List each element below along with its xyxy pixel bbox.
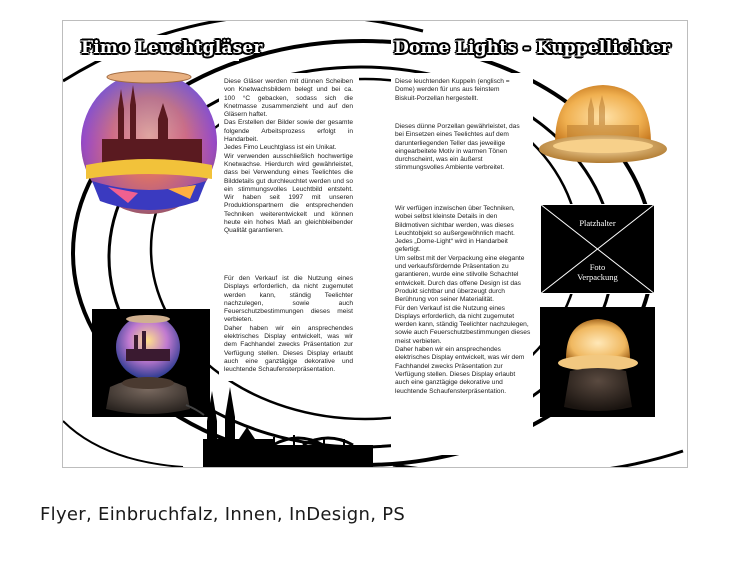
dome-technique-text: Wir verfügen inzwischen über Techniken, wobei selbst kleinste Details in den Bildmotiven sichtbar werden, was dieses Leuchtobjekt so außergewöhnlich macht. Jedes „Dome-Light“ wird in Handarbeit gefertigt. Um selbst mit der Verpackung eine elegante und verkaufsfördernde Präsentation zu garantieren, wurde eine stilvolle Schachtel entwickelt. Durch das offene Design ist das Produkt sichtbar und überzeugt durch Berührung von seiner Materialität. Für den Verkauf ist die Nutzung eines Displays erforderlich, da nicht zugemutet werden kann, ständig Teelichter nachzulegen, sowie auch Feuerschutzbestimmungen dieses meist verbieten. Daher haben wir ein ansprechendes elektrisches Display entwickelt, was wir dem Fachhandel zwecks Präsentation zur Verfügung stellen. Dieses Display erlaubt auch eine ganztägige dekorative und leuchtende Schaufensterpräsentation.: [395, 205, 531, 395]
dome-light-photo: [533, 67, 673, 185]
packaging-photo-placeholder: [540, 204, 655, 294]
heading-fimo: Fimo Leuchtgläser: [81, 38, 263, 58]
dome-porcelain-text: Dieses dünne Porzellan gewährleistet, das bei Einsetzen eines Teelichtes auf dem darunterliegenden Teller das jeweilige eingearbeitete Motiv in warmen Tönen durchscheint, was ein äußerst stimmungsvolles Ambiente verbreitet.: [395, 123, 520, 172]
flyer-spread: [62, 20, 688, 468]
fimo-display-text: Für den Verkauf ist die Nutzung eines Displays erforderlich, da nicht zugemutet werden kann, ständig Teelichter nachzulegen, sowie auch Feuerschutzbestimmungen dieses meist verbieten. Daher haben wir ein ansprechendes elektrisches Display entwickelt, was wir dem Fachhandel zwecks Präsentation zur Verfügung stellen. Dieses Display erlaubt auch eine ganztägige dekorative und leuchtende Schaufensterpräsentation.: [224, 275, 353, 374]
placeholder-label-bottom: Foto Verpackung: [577, 262, 618, 282]
fimo-glass-photo: [78, 69, 220, 217]
fimo-description: Diese Gläser werden mit dünnen Scheiben von Knetwachsbildern belegt und bei ca. 100 °C gebacken, sodass sich die Knetmasse zusammenzieht und auf den Gläsern haftet. Das Erstellen der Bilder sowie der gesamte folgende Arbeitsprozess erfolgt in Handarbeit. Jedes Fimo Leuchtglass ist ein Unikat. Wir verwenden ausschließlich hochwertige Knetwachse. Hierdurch wird gewährleistet, dass bei Verwendung eines Teelichtes die Bilddetails gut durchleuchtet werden und so ein stimmungsvolles Leuchtbild entsteht. Wir haben seit 1997 mit unseren Produktionspartnern die entsprechenden Techniken weiterentwickelt und können heute ein hohes Maß an gleichbleibender Qualität garantieren.: [224, 78, 353, 235]
fimo-display-photo: [92, 309, 210, 417]
cathedral-silhouette: [203, 381, 373, 467]
caption: Flyer, Einbruchfalz, Innen, InDesign, PS: [40, 504, 406, 525]
dome-intro: Diese leuchtenden Kuppeln (englisch = Dome) werden für uns aus feinstem Biskuit-Porzellan hergestellt.: [395, 78, 510, 102]
heading-dome-lights: Dome Lights - Kuppellichter: [394, 38, 671, 58]
placeholder-label-top: Platzhalter: [579, 218, 616, 228]
dome-display-photo: [540, 307, 655, 417]
